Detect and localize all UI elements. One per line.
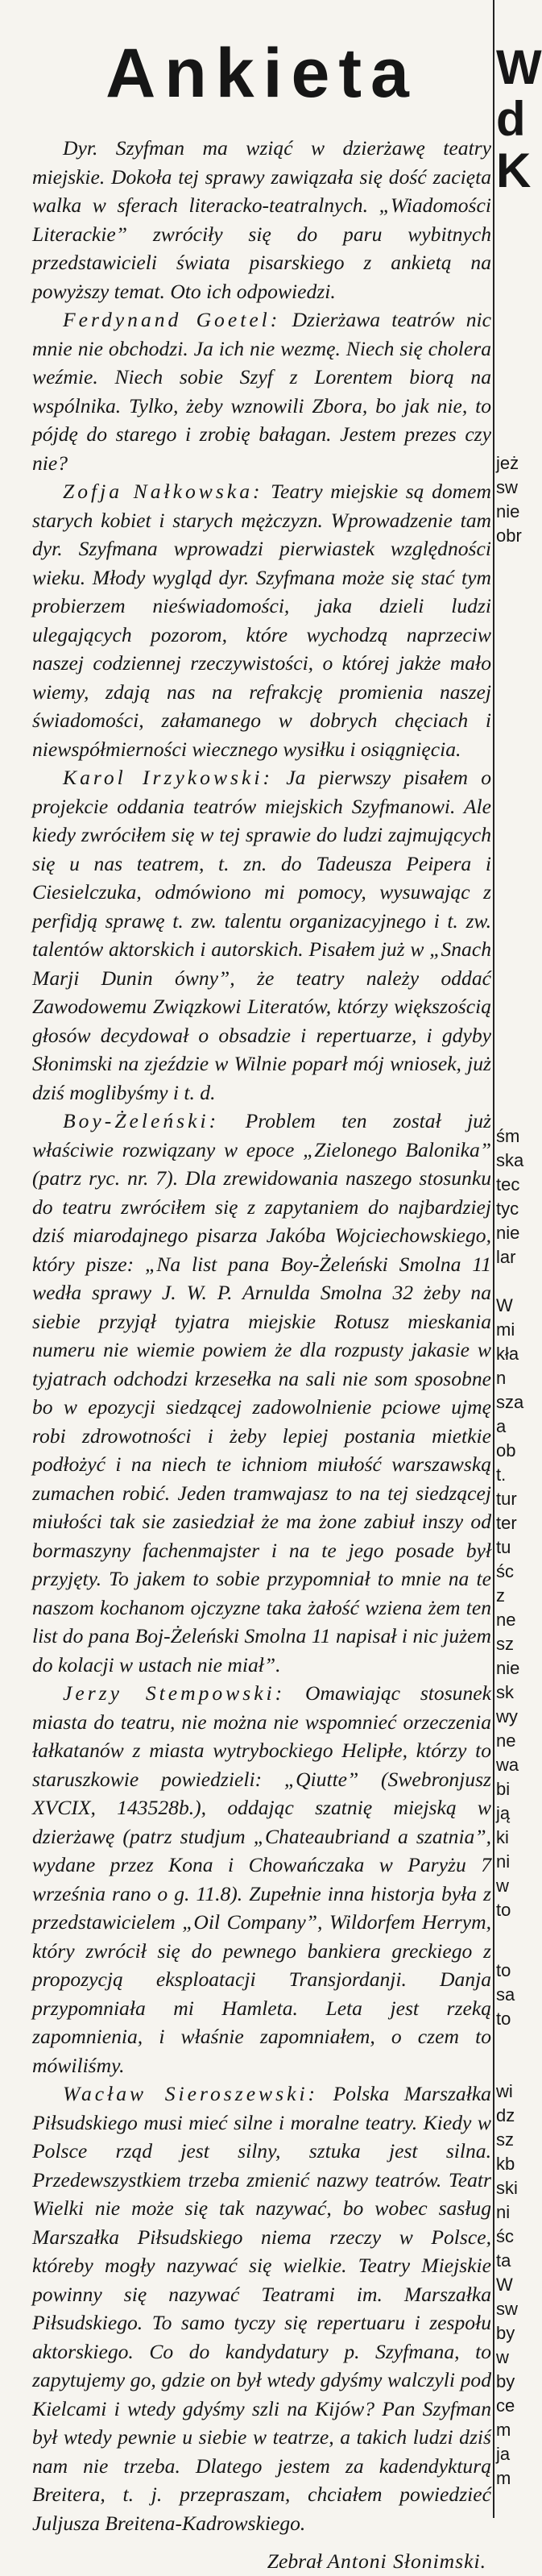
snippet-line: m — [496, 2420, 511, 2440]
adjacent-snippet-c — [494, 1294, 524, 1922]
snippet-line: nie — [496, 501, 520, 521]
snippet-line: śc — [496, 2226, 514, 2246]
article-column — [32, 0, 491, 2573]
adjacent-snippet-a — [494, 451, 522, 548]
answer-text: Dzierżawa teatrów nic mnie nie obchodzi. Ja ich nie wezmę. Niech się cholera weźmie. Niech sobie Szyf z Lorentem biorą na wspólnika. Tylko, żeby wznowili Zbora, bo jak nie, to pójdę do starego i zrobię bałagan. Jestem prezes czy nie? — [32, 308, 491, 475]
snippet-line: śc — [496, 1561, 514, 1581]
snippet-line: lar — [496, 1247, 516, 1267]
adjacent-headline — [494, 40, 542, 197]
snippet-line: ne — [496, 1730, 516, 1751]
snippet-line: jeż — [496, 453, 519, 473]
snippet-line: W — [496, 2275, 513, 2295]
snippet-line: m — [496, 2468, 511, 2488]
snippet-line: tu — [496, 1537, 511, 1557]
intro-paragraph: Dyr. Szyfman ma wziąć w dzierżawę teatry miejskie. Dokoła tej sprawy zawiązała się dość zacięta walka w sferach literacko-teatralnych. „Wiadomości Literackie” zwróciły się do paru wybitnych przedstawicieli świata pisarskiego z ankietą na powyższy temat. Oto ich odpowiedzi. — [32, 136, 491, 303]
adjacent-snippet-e — [494, 2079, 518, 2491]
snippet-line: nie — [496, 1223, 520, 1243]
snippet-line: by — [496, 2323, 515, 2343]
snippet-line: sz — [496, 2129, 514, 2150]
snippet-line: sa — [496, 1984, 515, 2005]
snippet-line: ni — [496, 2202, 511, 2222]
snippet-line: sw — [496, 477, 518, 497]
article-title: Ankieta — [106, 35, 418, 112]
snippet-line: tec — [496, 1174, 520, 1195]
snippet-line: sza — [496, 1392, 524, 1412]
snippet-line: t. — [496, 1465, 507, 1485]
speaker-name: Boy-Żeleński: — [63, 1109, 220, 1132]
answer-text: Ja pierwszy pisałem o projekcie oddania teatrów miejskich Szyfmanowi. Ale kiedy zwróciłem się w tej sprawie do ludzi zajmujących się u nas teatrem, t. zn. do Tadeusza Peipera i Ciesielczuka, odmówiono mi pomocy, wysuwając z perfidją sprawę t. zw. talentu organizacyjnego i t. zw. talentów aktorskich i autorskich. Pisałem już w „Snach Marji Dunin ówny”, że teatry należy oddać Zawodowemu Związkowi Literatów, którzy większością głosów decydował o obsadzie i repertuarze, i gdyby Słonimski na zjeździe w Wilnie poparł mój wniosek, już dziś moglibyśmy i t. d. — [32, 766, 491, 1104]
answer-text: Problem ten został już właściwie rozwiązany w epoce „Zielonego Balonika” (patrz ryc. nr. 7). Dla zrewidowania naszego stosunku do teatru zwróciłem się z zapytaniem do najbardziej dziś miarodajnego pisarza Jakóba Wojciechowskiego, który pisze: „Na list pana Boy-Żeleński Smolna 11 wedła sprawy J. W. P. Arnulda Smolna 32 żeby na siebie przyjął tyjatra miejskie Rotusz mieskania numeru nie wiemie powiem że dla rozpusty jakasie w tyjatrach odchodzi krzesełka na sali nie som sposobne bo w epozycji siedzącej zadowolnienie pciowe ujmę robi zdrowotności i żeby lepiej postania mietkie podłożyć i na niech te ichniom miułość warszawską zumachen robić. Jeden tramwajasz to na tej siedzącej miułości tak sie zasiedział że ma żone zabiuł inszy od bormaszyny fachenmajster i na te jego posade był przyjęty. To jakem to sobie przypomniał to mnie na te naszom kochanom ojczyzne taka żałość wziena żem ten list do pana Boj-Żeleński Smolna 11 napisał i nic jużem do kolacji w ustach nie miał”. — [32, 1109, 491, 1676]
answer-paragraph-nalkowska — [32, 477, 491, 763]
speaker-name: Zofja Nałkowska: — [63, 480, 263, 503]
snippet-line: to — [496, 1960, 511, 1980]
signoff-label: Zebrał — [267, 2549, 323, 2573]
signoff-name: Antoni Słonimski. — [327, 2549, 486, 2573]
answer-paragraph-sieroszewski — [32, 2079, 491, 2537]
snippet-line: to — [496, 2009, 511, 2029]
snippet-line: ter — [496, 1513, 517, 1533]
snippet-line: wa — [496, 1755, 519, 1775]
snippet-line: bi — [496, 1779, 511, 1799]
answer-paragraph-stempowski — [32, 1679, 491, 2079]
snippet-line: sz — [496, 1634, 514, 1654]
snippet-line: wy — [496, 1706, 518, 1726]
snippet-line: ska — [496, 1150, 524, 1170]
snippet-line: kła — [496, 1344, 519, 1364]
snippet-line: a — [496, 1416, 507, 1436]
headline-fragment: K — [496, 143, 532, 197]
answer-text: Polska Marszałka Piłsudskiego musi mieć silne i moralne teatry. Kiedy w Polsce rząd jest silny, sztuka jest silna. Przedewszystkiem trzeba zmienić nazwy teatrów. Teatr Wielki nie może się tak nazywać, bo wobec sasług Marszałka Piłsudskiego niema rzeczy w Polsce, któreby mogły nazywać się wielkie. Teatry Miejskie powinny się nazywać Teatrami im. Marszałka Piłsudskiego. To samo tyczy się repertuaru i zespołu aktorskiego. Co do kandydatury p. Szyfmana, to zapytujemy go, gdzie on był wtedy gdyśmy walczyli pod Kielcami i wtedy gdyśmy szli na Kijów? Pan Szyfman był wtedy pewnie u siebie w teatrze, a takich ludzi dziś nam nie trzeba. Dlatego jestem za kadendykturą Breitera, t. j. przepraszam, chciałem powiedzieć Juljusza Breitena-Kadrowskiego. — [32, 2082, 491, 2535]
snippet-line: kb — [496, 2154, 515, 2174]
headline-fragment: W — [496, 40, 542, 94]
snippet-line: śm — [496, 1126, 520, 1146]
snippet-line: ta — [496, 2250, 511, 2271]
snippet-line: wi — [496, 2081, 513, 2101]
snippet-line: sw — [496, 2299, 518, 2319]
snippet-line: w — [496, 2347, 509, 2367]
snippet-line: mi — [496, 1319, 515, 1340]
snippet-line: W — [496, 1295, 513, 1315]
adjacent-snippet-b — [494, 1124, 524, 1269]
article-signoff — [32, 2547, 491, 2576]
speaker-name: Jerzy Stempowski: — [63, 1681, 286, 1705]
snippet-line: obr — [496, 526, 522, 546]
answer-text: Omawiając stosunek miasta do teatru, nie można nie wspomnieć orzeczenia łałkatanów z miasta wytrybockiego Helipłe, którzy to staruszkowie powiedzieli: „Qiutte” (Swebronjusz XVCIX, 143528b.), oddając szatnię miejską w dzierżawę (patrz studjum „Chateaubriand a szatnia”, wydane przez Kona i Chowańczaka w Paryżu 7 września rano o g. 11.8). Zupełnie inna historja była z przedstawicielem „Oil Company”, Wildorfem Herrym, który zwrócił się do pewnego bankiera greckiego z propozycją eksploatacji Transjordanji. Danja przypomniała mi Hamleta. Leta jest rzeką zapomnienia, i właśnie zapomniałem, o czem to mówiliśmy. — [32, 1681, 491, 2077]
snippet-line: ją — [496, 1803, 511, 1823]
headline-fragment: d — [496, 92, 526, 146]
snippet-line: to — [496, 1900, 511, 1920]
speaker-name: Karol Irzykowski: — [63, 766, 273, 789]
snippet-line: ce — [496, 2395, 515, 2416]
snippet-line: ja — [496, 2444, 511, 2464]
snippet-line: sk — [496, 1682, 514, 1702]
snippet-line: dz — [496, 2105, 515, 2125]
snippet-line: ski — [496, 2178, 518, 2198]
snippet-line: tyc — [496, 1199, 519, 1219]
snippet-line: z — [496, 1585, 505, 1606]
snippet-line: tur — [496, 1489, 517, 1509]
snippet-line: n — [496, 1368, 507, 1388]
speaker-name: Ferdynand Goetel: — [63, 308, 281, 331]
snippet-line: w — [496, 1876, 509, 1896]
answer-paragraph-goetel — [32, 305, 491, 477]
answer-text: Teatry miejskie są domem starych kobiet i starych mężczyzn. Wprowadzenie tam dyr. Szyfmana wprowadzi pierwiastek względności wieku. Młody wygląd dyr. Szyfmana może się stać tym probierzem nieświadomości, jaka dzieli ludzi ulegających pozorom, które wychodzą naprzeciw naszej codziennej rzeczywistości, o której jakże mało wiemy, zdają nas na refrakcję promienia naszej świadomości, załamanego w dobrych chęciach i niewspółmierności wiecznego wysiłku i osiągnięcia. — [32, 480, 491, 761]
snippet-line: ni — [496, 1851, 511, 1872]
snippet-line: by — [496, 2371, 515, 2391]
answer-paragraph-boy-zelenski — [32, 1107, 491, 1679]
snippet-line: ob — [496, 1440, 516, 1460]
adjacent-snippet-d — [494, 1959, 515, 2031]
snippet-line: nie — [496, 1658, 520, 1678]
snippet-line: ki — [496, 1827, 509, 1847]
answer-paragraph-irzykowski — [32, 763, 491, 1107]
snippet-line: ne — [496, 1610, 516, 1630]
adjacent-column-fragment — [494, 0, 542, 2518]
speaker-name: Wacław Sieroszewski: — [63, 2082, 319, 2105]
